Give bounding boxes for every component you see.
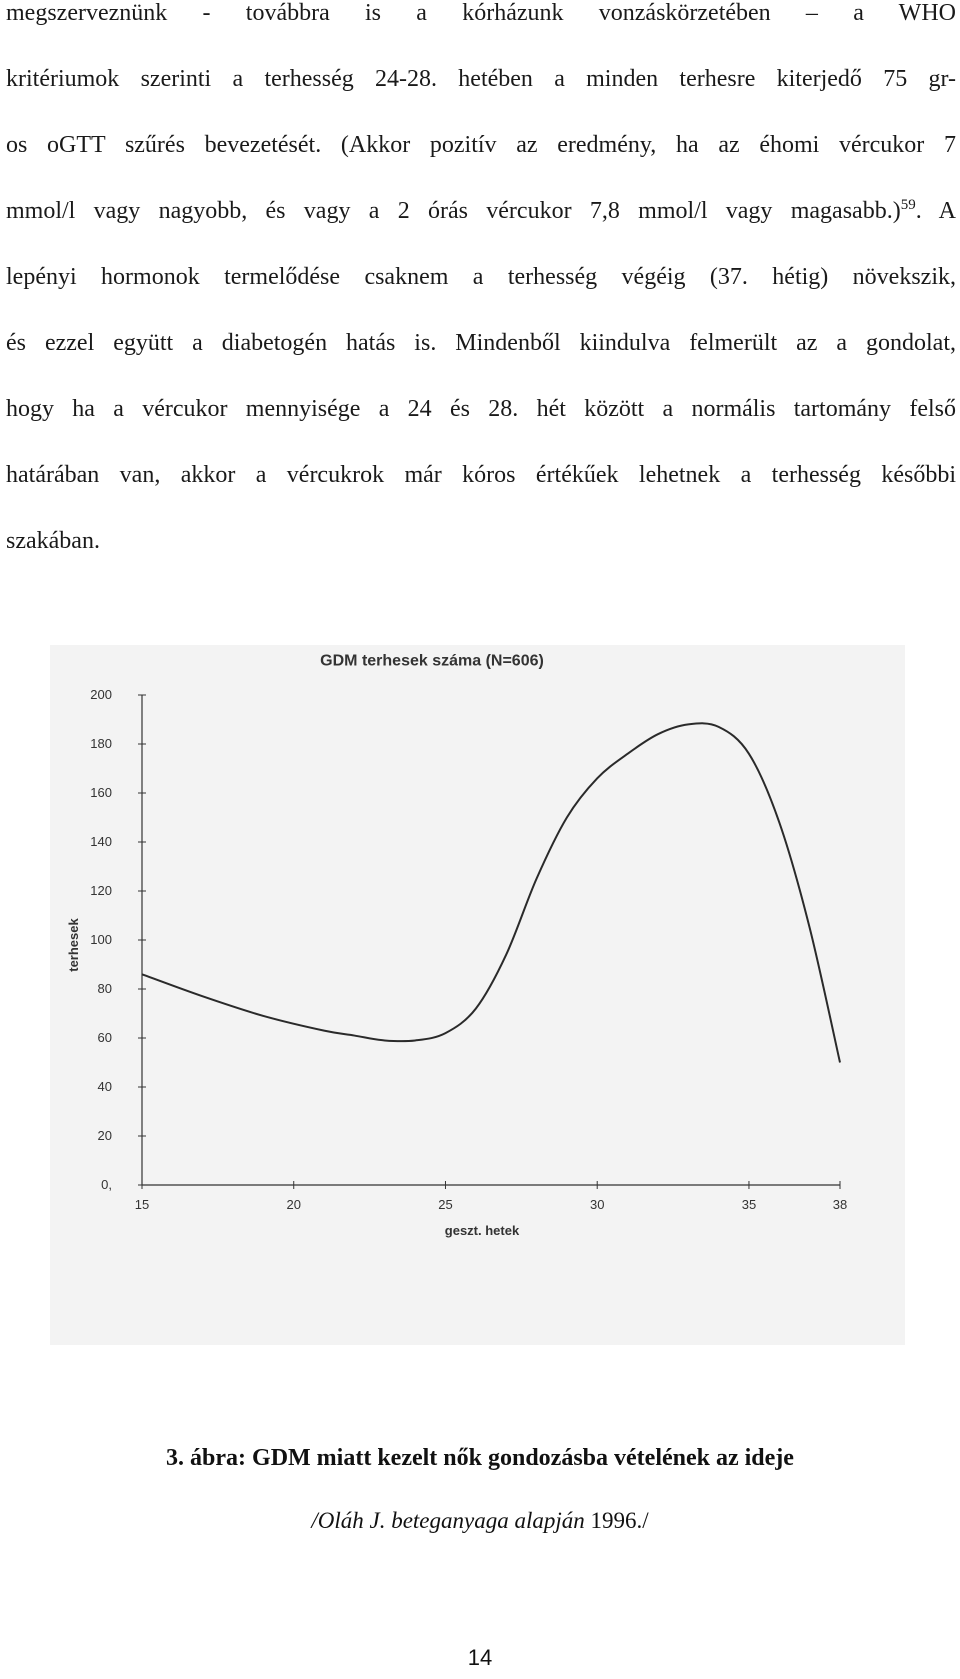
page-number: 14 [467,1645,493,1670]
body-paragraph [6,0,956,594]
y-tick-label: 20 [97,1128,112,1143]
x-tick-label: 25 [438,1197,453,1212]
text-line-3: os oGTT szűrés bevezetését. (Akkor pozitív az eredmény, ha az éhomi vércukor 7 [6,132,956,158]
y-tick-label: 0, [101,1177,112,1192]
y-tick-label: 100 [90,932,112,947]
text-line-1: megszerveznünk - továbbra is a kórházunk vonzáskörzetében – a WHO [6,0,956,26]
y-tick-label: 80 [97,981,112,996]
text-line-5: lepényi hormonok termelődése csaknem a terhesség végéig (37. hétig) növekszik, [6,264,956,290]
figure-source: /Oláh J. beteganyaga alapján 1996./ [311,1508,649,1533]
y-tick-label: 140 [90,834,112,849]
text-line-8: határában van, akkor a vércukrok már kóros értékűek lehetnek a terhesség későbbi [6,462,956,488]
text-line-4: mmol/l vagy nagyobb, és vagy a 2 órás vércukor 7,8 mmol/l vagy magasabb.)$^{59}$. A [6,197,956,224]
y-axis-label: terhesek [66,918,81,972]
x-axis-label: geszt. hetek [444,1223,520,1238]
text-line-9: szakában. [6,528,100,554]
x-tick-label: 35 [741,1197,757,1212]
text-line-2: kritériumok szerinti a terhesség 24-28. hetében a minden terhesre kiterjedő 75 gr- [6,66,956,92]
x-tick-label: 20 [286,1197,301,1212]
citation-superscript: 59 [900,197,916,213]
y-tick-label: 180 [90,736,112,751]
x-tick-label: 15 [134,1197,150,1212]
text-line-7: hogy ha a vércukor mennyisége a 24 és 28. hét között a normális tartomány felső [6,396,956,422]
y-tick-label: 120 [90,883,112,898]
y-tick-label: 200 [90,687,112,702]
x-tick-label: 30 [589,1197,605,1212]
y-tick-label: 40 [97,1079,112,1094]
y-tick-label: 60 [97,1030,112,1045]
y-tick-label: 160 [90,785,112,800]
chart-title: GDM terhesek száma (N=606) [320,652,544,670]
figure-caption: 3. ábra: GDM miatt kezelt nők gondozásba vételének az ideje [166,1445,794,1471]
chart-svg [50,645,905,1345]
x-tick-label: 38 [832,1197,848,1212]
text-line-6: és ezzel együtt a diabetogén hatás is. Mindenből kiindulva felmerült az a gondolat, [6,330,956,356]
series-line-gdm-terhesek [142,723,840,1062]
gdm-line-chart [50,645,905,1345]
